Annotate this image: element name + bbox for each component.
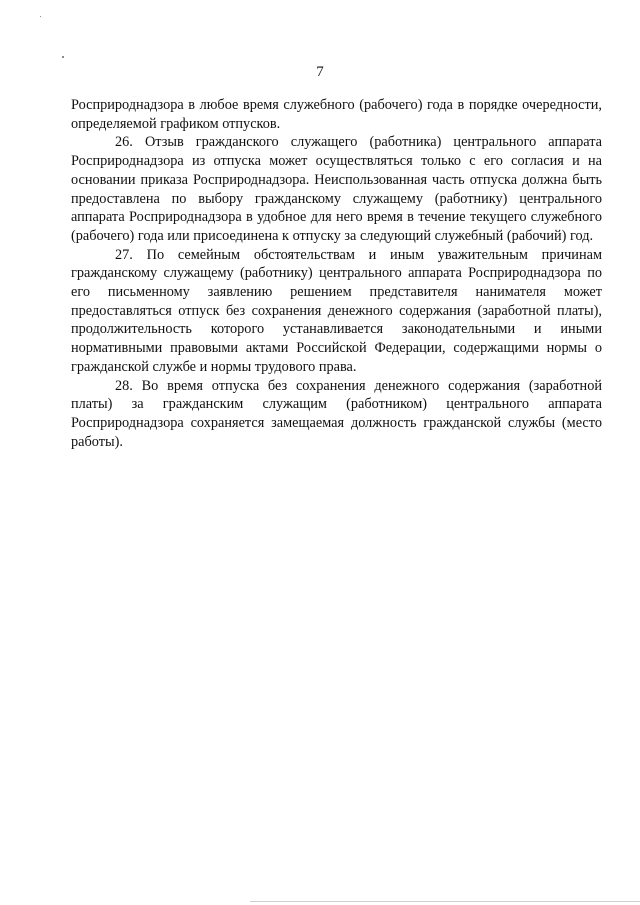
paragraph-continuation: Росприроднадзора в любое время служебного (рабочего) года в порядке очередности, определяемой графиком отпусков. bbox=[71, 97, 602, 132]
page-number: 7 bbox=[316, 64, 324, 80]
paragraph-26: 26. Отзыв гражданского служащего (работника) центрального аппарата Росприроднадзора из отпуска может осуществляться только с его согласия и на основании приказа Росприроднадзора. Неиспользованная часть отпуска должна быть предоставлена по выбору гражданскому служащему (работнику) центрального аппарата Росприроднадзора в удобное для него время в течение текущего служебного (рабочего) года или присоединена к отпуску за следующий служебный (рабочий) год. bbox=[71, 134, 602, 244]
paragraph-28: 28. Во время отпуска без сохранения денежного содержания (заработной платы) за гражданским служащим (работником) центрального аппарата Росприроднадзора сохраняется замещаемая должность гражданской службы (место работы). bbox=[71, 377, 602, 450]
document-body bbox=[71, 96, 602, 451]
scan-speck bbox=[62, 56, 64, 58]
paragraph-27: 27. По семейным обстоятельствам и иным уважительным причинам гражданскому служащему (работнику) центрального аппарата Росприроднадзора по его письменному заявлению решением представителя нанимателя может предоставляться отпуск без сохранения денежного содержания (заработной платы), продолжительность которого устанавливается законодательными и иными нормативными правовыми актами Российской Федерации, содержащими нормы о гражданской службе и нормы трудового права. bbox=[71, 246, 602, 375]
scan-speck bbox=[40, 16, 41, 17]
scan-edge-line bbox=[250, 901, 640, 902]
